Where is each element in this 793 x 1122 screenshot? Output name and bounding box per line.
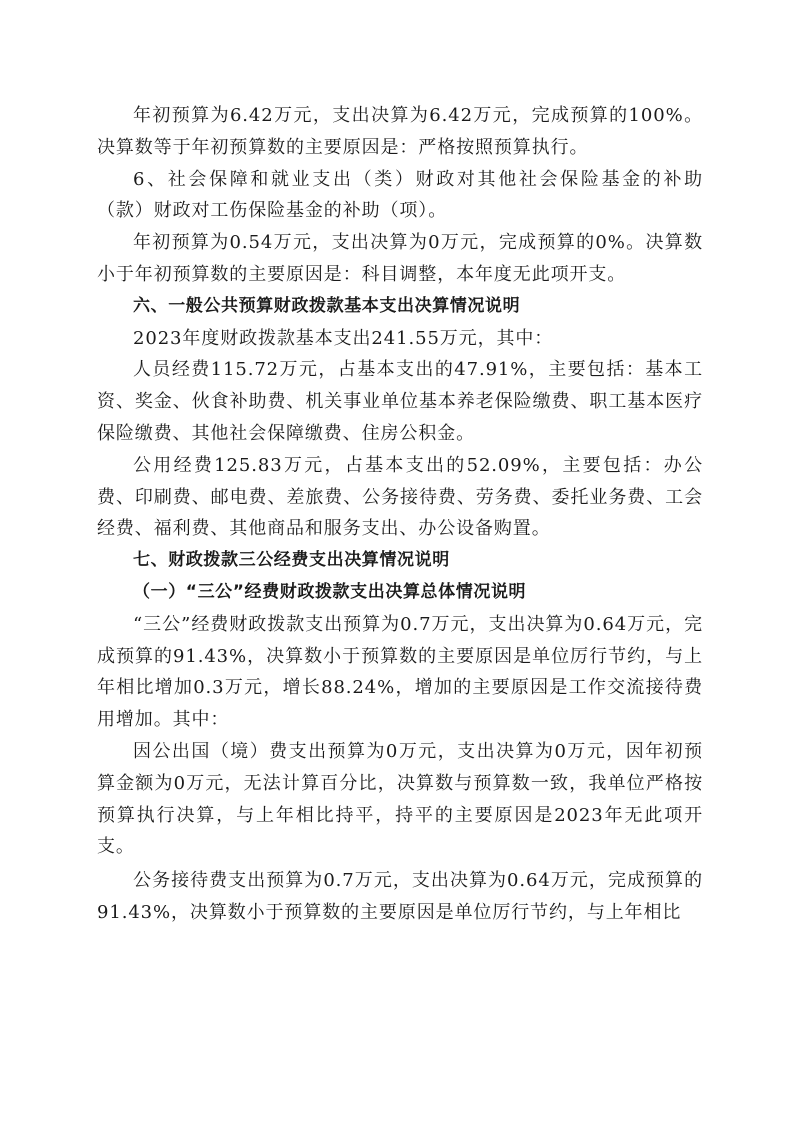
paragraph-item5-result: 年初预算为6.42万元，支出决算为6.42万元，完成预算的100%。决算数等于年初预算数的主要原因是：严格按照预算执行。 [97,105,703,158]
paragraph-item6-title: 6、社会保障和就业支出（类）财政对其他社会保险基金的补助（款）财政对工伤保险基金的补助（项）。 [97,168,703,222]
paragraph-personnel-expenses: 人员经费115.72万元，占基本支出的47.91%，主要包括：基本工资、奖金、伙食补助费、机关事业单位基本养老保险缴费、职工基本医疗保险缴费、其他社会保障缴费、住房公积金。 [97,359,703,444]
document-page [97,100,703,929]
subsection-heading-three-public-overall: （一）“三公”经费财政拨款支出决算总体情况说明 [133,581,527,602]
paragraph-item6-result: 年初预算为0.54万元，支出决算为0万元，完成预算的0%。决算数小于年初预算数的主要原因是：科目调整，本年度无此项开支。 [97,232,703,285]
paragraph-basic-expenditure-total: 2023年度财政拨款基本支出241.55万元，其中： [133,327,554,349]
section-heading-basic-expenditure: 六、一般公共预算财政拨款基本支出决算情况说明 [133,295,521,316]
paragraph-three-public-overall: “三公”经费财政拨款支出预算为0.7万元，支出决算为0.64万元，完成预算的91.43%，决算数小于预算数的主要原因是单位厉行节约，与上年相比增加0.3万元，增长88.24%，增加的主要原因是工作交流接待费用增加。其中： [97,613,703,731]
paragraph-public-expenses: 公用经费125.83万元，占基本支出的52.09%，主要包括：办公费、印刷费、邮电费、差旅费、公务接待费、劳务费、委托业务费、工会经费、福利费、其他商品和服务支出、办公设备购置。 [97,454,703,540]
section-heading-three-public: 七、财政拨款三公经费支出决算情况说明 [133,550,450,571]
paragraph-official-reception: 公务接待费支出预算为0.7万元，支出决算为0.64万元，完成预算的91.43%，决算数小于预算数的主要原因是单位厉行节约，与上年相比 [97,870,703,923]
paragraph-overseas-travel: 因公出国（境）费支出预算为0万元，支出决算为0万元，因年初预算金额为0万元，无法计算百分比，决算数与预算数一致，我单位严格按预算执行决算，与上年相比持平，持平的主要原因是2023年无此项开支。 [97,740,703,858]
